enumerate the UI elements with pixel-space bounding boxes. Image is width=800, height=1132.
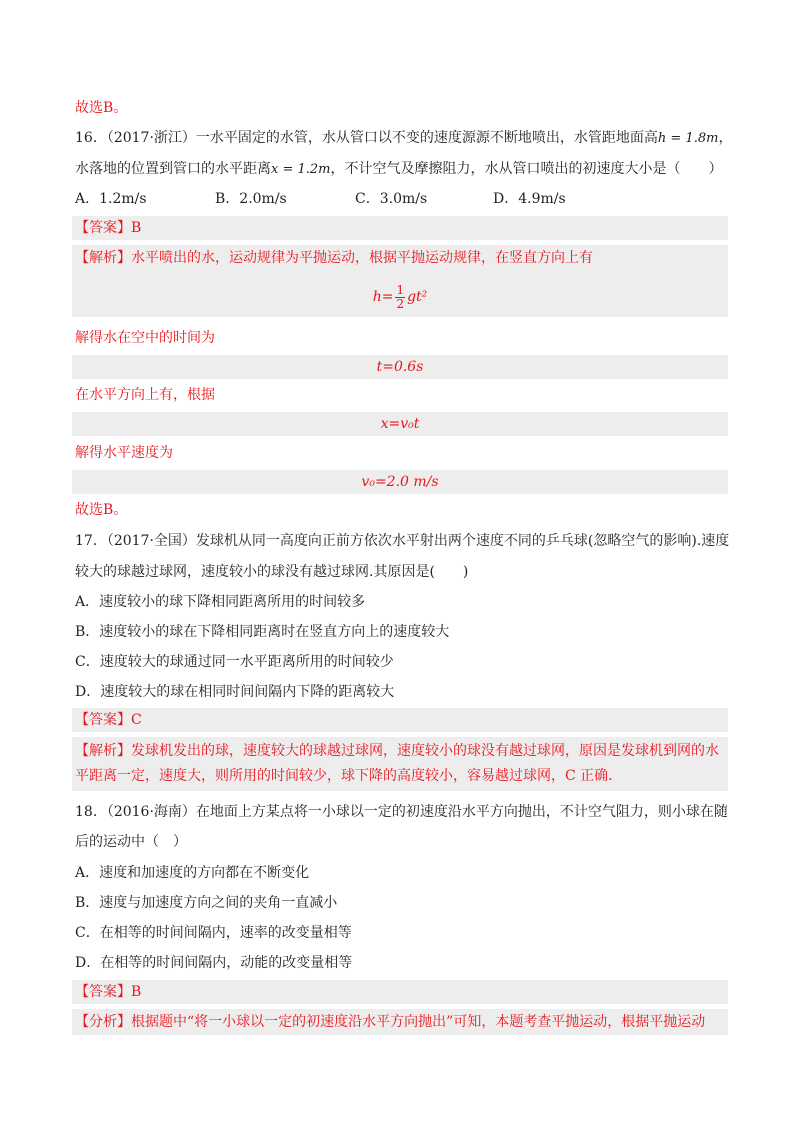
q16-equation-3: x=v₀t (380, 416, 420, 432)
q18-stem-line1: 18．（2016·海南）在地面上方某点将一小球以一定的初速度沿水平方向抛出，不计空气阻力，则小球在随 (75, 804, 728, 820)
q16-options (75, 189, 566, 209)
q16-eq1-fraction (395, 284, 405, 311)
q16-text-horizontal: 在水平方向上有，根据 (75, 387, 215, 403)
q17-option-c: C．速度较大的球通过同一水平距离所用的时间较少 (75, 654, 394, 670)
q16-eq1-right: gt² (407, 289, 428, 305)
q16-height-formula: h = 1.8m (657, 131, 719, 146)
q18-answer-box (72, 980, 728, 1004)
q16-eq3-box (72, 412, 728, 436)
q17-answer-box (72, 708, 728, 732)
q18-option-a: A．速度和加速度的方向都在不断变化 (75, 865, 310, 881)
q16-stem-text2: 水落地的位置到管口的水平距离 (75, 161, 271, 177)
q16-stem-text2b: ，不计空气及摩擦阻力，水从管口喷出的初速度大小是（ ） (330, 161, 723, 177)
q16-answer: 【答案】B (75, 220, 142, 236)
q16-stem-text1: 16．（2017·浙江）一水平固定的水管，水从管口以不变的速度源源不断地喷出，水管距地面高 (75, 130, 658, 146)
q16-option-c: C．3.0m/s (355, 191, 428, 207)
q16-analysis-box (72, 245, 728, 317)
q17-stem-line2: 较大的球越过球网，速度较小的球没有越过球网.其原因是( ) (75, 564, 469, 580)
q17-analysis-line2: 平距离一定，速度大，则所用的时间较少，球下降的高度较小，容易越过球网，C 正确. (75, 768, 613, 784)
q16-stem-line1 (75, 128, 732, 149)
q16-text-velocity: 解得水平速度为 (75, 445, 173, 461)
q18-stem-line2: 后的运动中（ ） (75, 834, 187, 850)
q16-conclusion: 故选B。 (75, 502, 128, 518)
q17-analysis-line1: 【解析】发球机发出的球，速度较大的球越过球网，速度较小的球没有越过球网，原因是发球机到网的水 (75, 743, 719, 759)
q16-option-d: D．4.9m/s (493, 191, 566, 207)
q16-equation-4: v₀=2.0 m/s (361, 474, 439, 490)
q17-analysis-box (72, 737, 728, 791)
q18-option-b: B．速度与加速度方向之间的夹角一直减小 (75, 895, 338, 911)
q18-option-d: D．在相等的时间间隔内，动能的改变量相等 (75, 955, 353, 971)
q18-analysis-box (72, 1009, 728, 1035)
q16-distance-formula: x = 1.2m (271, 162, 331, 177)
q16-text-time: 解得水在空中的时间为 (75, 330, 215, 346)
q18-answer: 【答案】B (75, 984, 142, 1000)
q17-answer: 【答案】C (75, 712, 142, 728)
q17-option-a: A．速度较小的球下降相同距离所用的时间较多 (75, 594, 366, 610)
q16-eq1-numerator: 1 (396, 282, 405, 297)
q16-option-a: A．1.2m/s (75, 191, 147, 207)
q16-stem-line2 (75, 159, 723, 180)
q16-eq1-denominator: 2 (396, 296, 405, 311)
q17-stem-line1: 17．（2017·全国）发球机从同一高度向正前方依次水平射出两个速度不同的乒乓球(忽略空气的影响).速度 (75, 533, 730, 549)
q16-eq4-box (72, 470, 728, 494)
q16-eq1-left: h= (372, 289, 394, 305)
q16-equation-1 (72, 283, 728, 311)
q18-analysis: 【分析】根据题中“将一小球以一定的初速度沿水平方向抛出”可知，本题考查平抛运动，根据平抛运动 (75, 1014, 706, 1030)
q16-eq2-box (72, 355, 728, 379)
q17-option-d: D．速度较大的球在相同时间间隔内下降的距离较大 (75, 684, 395, 700)
q16-equation-2: t=0.6s (376, 359, 424, 375)
q17-option-b: B．速度较小的球在下降相同距离时在竖直方向上的速度较大 (75, 624, 450, 640)
q16-answer-box (72, 216, 728, 240)
q16-analysis: 【解析】水平喷出的水，运动规律为平抛运动，根据平抛运动规律，在竖直方向上有 (75, 250, 593, 266)
q18-option-c: C．在相等的时间间隔内，速率的改变量相等 (75, 925, 352, 941)
q16-option-b: B．2.0m/s (215, 191, 287, 207)
q16-stem-text1b: ， (718, 130, 733, 146)
q15-conclusion: 故选B。 (75, 100, 128, 116)
